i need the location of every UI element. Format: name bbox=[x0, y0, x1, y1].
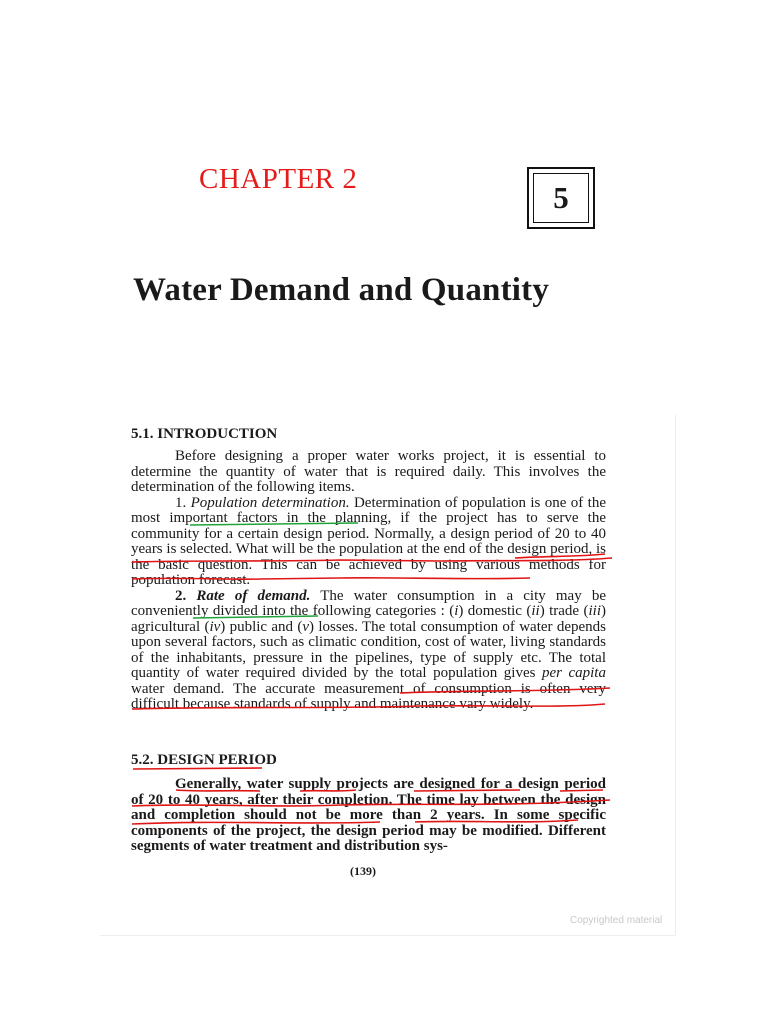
scan-edge-vertical bbox=[675, 415, 676, 935]
category-i: i bbox=[454, 603, 459, 619]
copyright-watermark: Copyrighted material bbox=[570, 915, 663, 926]
scan-edge-horizontal bbox=[100, 935, 676, 936]
item2-text-b: ) losses. The total consumption of water depends upon several factors, such as climatic condition, cost of water, living standards of the inhabitants, pressure in the pipelines, type of supply etc. The total quantity of water required divided by the total population gives bbox=[131, 618, 607, 681]
category-iii-text: ) agricultural ( bbox=[131, 603, 606, 635]
intro-paragraph: Before designing a proper water works project, it is essential to determine the quantity of water that is required daily. This involves the determination of the following items. bbox=[131, 448, 606, 495]
design-period-body bbox=[131, 777, 606, 855]
chapter-number: 5 bbox=[533, 173, 589, 223]
page-number: (139) bbox=[350, 864, 376, 878]
item-population bbox=[131, 496, 606, 589]
category-iii: iii bbox=[588, 603, 601, 619]
item-rate-of-demand bbox=[131, 589, 606, 713]
item2-number: 2. bbox=[175, 587, 187, 604]
item1-title: Population determination. bbox=[190, 494, 350, 511]
category-v: v bbox=[302, 618, 310, 635]
per-capita: per capita bbox=[541, 665, 606, 681]
item2-title: Rate of demand. bbox=[196, 587, 311, 604]
category-i-text: ) domestic ( bbox=[458, 603, 532, 619]
category-iv: iv bbox=[209, 618, 221, 635]
category-iv-text: ) public and ( bbox=[220, 618, 303, 635]
chapter-title: Water Demand and Quantity bbox=[133, 272, 550, 308]
section-heading-introduction: 5.1. INTRODUCTION bbox=[131, 426, 278, 442]
design-period-paragraph: Generally, water supply projects are designed for a design period of 20 to 40 years, after their completion. The time lay between the design and completion should not be more than 2 years. In some specific components of the project, the design period may be modified. Different segments of water treatment and distribution sys- bbox=[131, 776, 606, 854]
category-ii: ii bbox=[531, 603, 540, 619]
section-heading-design-period: 5.2. DESIGN PERIOD bbox=[131, 752, 277, 768]
introduction-body bbox=[131, 449, 606, 713]
item1-number: 1. bbox=[175, 494, 187, 511]
item1-text: Determination of population is one of the most important factors in the planning, if the project has to serve the community for a certain design period. Normally, a design period of 20 to 40 years is selected. What will be the population at the end of the design period, is the basic question. This can be achieved by using various methods for population forecast. bbox=[131, 494, 607, 588]
chapter-label: CHAPTER 2 bbox=[199, 163, 358, 195]
chapter-number-box bbox=[527, 167, 595, 229]
item2-text-c: water demand. The accurate measurement of consumption is often very difficult because standards of supply and maintenance vary widely. bbox=[131, 680, 606, 712]
category-ii-text: ) trade ( bbox=[539, 603, 589, 619]
item2-text-a: The water consumption in a city may be conveniently divided into the following categories : ( bbox=[131, 587, 606, 619]
